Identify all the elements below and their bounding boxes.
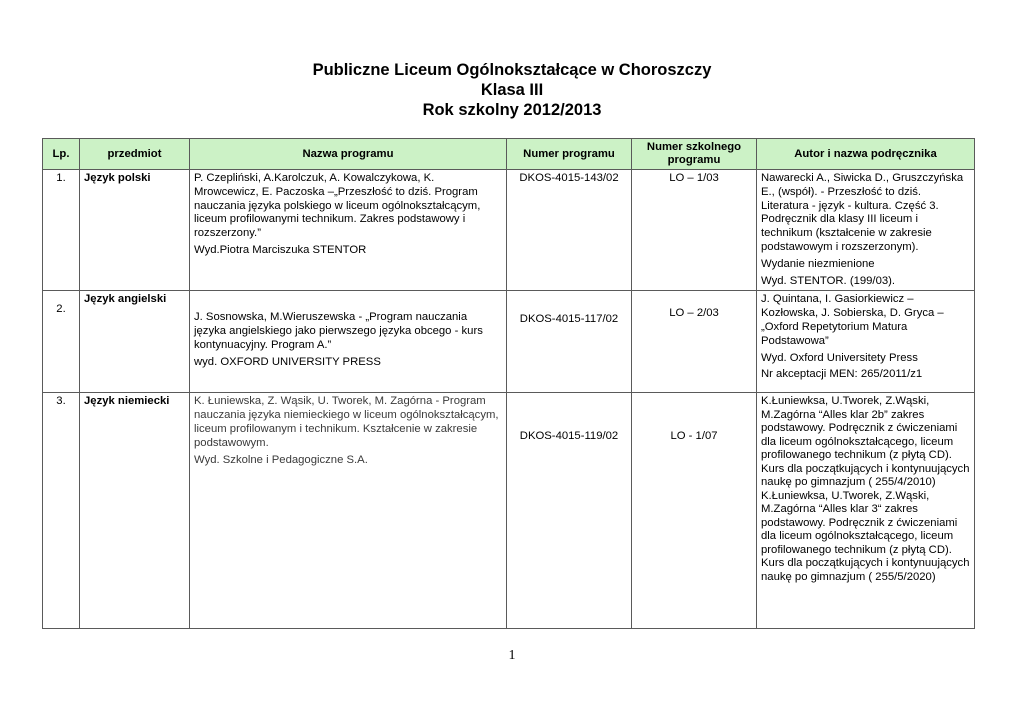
- document-title: [0, 60, 1024, 120]
- row-program-name: K. Łuniewska, Z. Wąsik, U. Tworek, M. Zagórna - Program nauczania języka niemieckiego w liceum ogólnokształcącym, liceum profilowanym i technikum. Kształcenie w zakresie podstawowym.: [194, 395, 499, 449]
- row-author-edition: Wydanie niezmienione: [761, 257, 875, 270]
- row-subject: Język angielski: [80, 291, 190, 393]
- row-author-cell: [757, 291, 975, 393]
- row-publisher: Wyd. Szkolne i Pedagogiczne S.A.: [194, 453, 368, 466]
- row-publisher: wyd. OXFORD UNIVERSITY PRESS: [194, 355, 381, 368]
- row-lp: 1.: [43, 170, 80, 291]
- table-row: [43, 170, 975, 291]
- col-header-program-number: Numer programu: [507, 139, 632, 170]
- row-subject: Język polski: [80, 170, 190, 291]
- row-publisher: Wyd.Piotra Marciszuka STENTOR: [194, 243, 367, 256]
- table-row: [43, 393, 975, 629]
- row-lp: 3.: [43, 393, 80, 629]
- col-header-program-name: Nazwa programu: [190, 139, 507, 170]
- row-author-cell: [757, 393, 975, 629]
- programs-table: [42, 138, 975, 629]
- row-program-number: DKOS-4015-119/02: [507, 393, 632, 629]
- col-header-author: Autor i nazwa podręcznika: [757, 139, 975, 170]
- row-program-number: DKOS-4015-143/02: [507, 170, 632, 291]
- row-program-name-cell: [190, 291, 507, 393]
- row-program-number: DKOS-4015-117/02: [507, 291, 632, 393]
- row-program-name: J. Sosnowska, M.Wieruszewska - „Program nauczania języka angielskiego jako pierwszego języka obcego - kurs kontynuacyjny. Program A.”: [194, 311, 483, 351]
- row-author-approval: Nr akceptacji MEN: 265/2011/z1: [761, 368, 923, 381]
- col-header-school-number: Numer szkolnego programu: [632, 139, 757, 170]
- page-number: 1: [508, 648, 516, 663]
- row-author-book-3: K.Łuniewksa, U.Tworek, Z.Wąski, M.Zagórna “Alles klar 3“ zakres podstawowy. Podręcznik z ćwiczeniami dla liceum ogólnokształcącego, liceum profilowanego technikum (z płytą CD). Kurs dla początkujących i kontynuujących naukę po gimnazjum ( 255/5/2020): [761, 489, 970, 583]
- col-header-lp: Lp.: [43, 139, 80, 170]
- row-subject: Język niemiecki: [80, 393, 190, 629]
- school-year: Rok szkolny 2012/2013: [422, 101, 602, 119]
- row-program-name-cell: [190, 393, 507, 629]
- row-lp: 2.: [43, 291, 80, 393]
- row-program-name: P. Czepliński, A.Karolczuk, A. Kowalczykowa, K. Mrowcewicz, E. Paczoska –„Przeszłość to dziś. Program nauczania języka polskiego w liceum ogólnokształcącym, liceum profilowanymi technikum. Zakres podstawowy i rozszerzony.”: [194, 172, 481, 240]
- row-program-name-cell: [190, 170, 507, 291]
- row-school-number: LO – 2/03: [632, 291, 757, 393]
- row-author-cell: [757, 170, 975, 291]
- table-row: [43, 291, 975, 393]
- row-school-number: LO – 1/03: [632, 170, 757, 291]
- row-school-number: LO - 1/07: [632, 393, 757, 629]
- school-name: Publiczne Liceum Ogólnokształcące w Choroszczy: [312, 61, 712, 79]
- class-label: Klasa III: [480, 81, 544, 99]
- row-author-book: J. Quintana, I. Gasiorkiewicz – Kozłowska, J. Sobierska, D. Gryca – „Oxford Repetytorium Matura Podstawowa”: [761, 293, 944, 347]
- table-header-row: [43, 139, 975, 170]
- row-author-publisher: Wyd. STENTOR. (199/03).: [761, 274, 896, 287]
- row-author-book: Nawarecki A., Siwicka D., Gruszczyńska E., (współ). - Przeszłość to dziś. Literatura - język - kultura. Część 3. Podręcznik dla klasy III liceum i technikum (kształcenie w zakresie podstawowym i rozszerzonym).: [761, 172, 964, 253]
- row-author-publisher: Wyd. Oxford Universitety Press: [761, 351, 918, 364]
- col-header-subject: przedmiot: [80, 139, 190, 170]
- row-author-book-2b: K.Łuniewksa, U.Tworek, Z.Wąski, M.Zagórna “Alles klar 2b” zakres podstawowy. Podręcznik z ćwiczeniami dla liceum ogólnokształcącego, liceum profilowanego technikum (z płytą CD). Kurs dla początkujących i kontynuujących naukę po gimnazjum ( 255/4/2010): [761, 395, 970, 489]
